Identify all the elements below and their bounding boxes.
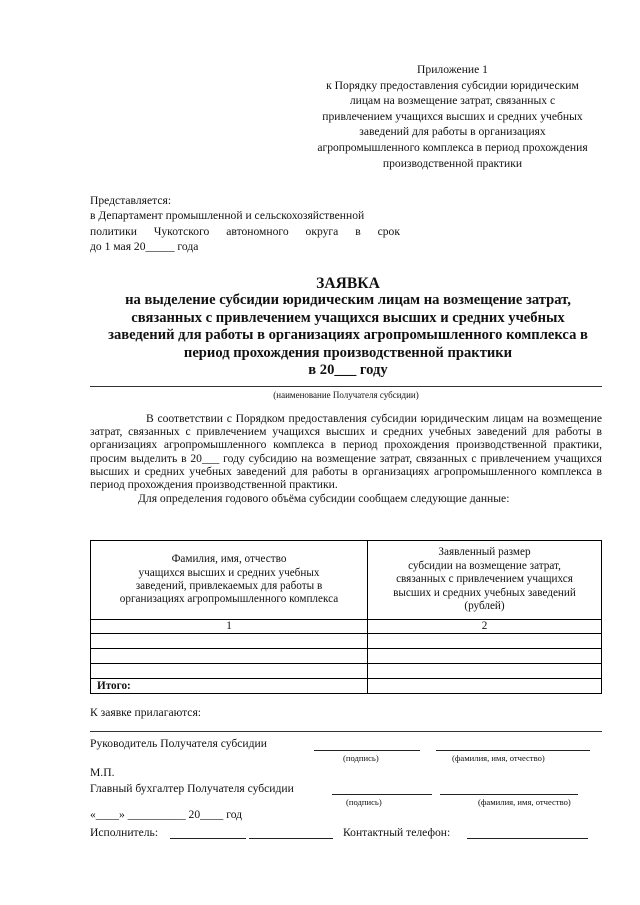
table-row: [91, 649, 602, 664]
appendix-line: лицам на возмещение затрат, связанных с: [349, 94, 556, 108]
head-signature-field[interactable]: [314, 750, 420, 751]
header-line: Фамилия, имя, отчество: [171, 553, 287, 566]
header-line: учащихся высших и средних учебных: [138, 566, 320, 579]
amount-cell[interactable]: [368, 664, 602, 679]
amount-cell[interactable]: [368, 634, 602, 649]
table-row: [91, 634, 602, 649]
head-name-field[interactable]: [436, 750, 590, 751]
student-name-cell[interactable]: [91, 634, 368, 649]
header-line: связанных с привлечением учащихся: [396, 573, 573, 586]
executor-field[interactable]: [170, 838, 246, 839]
header-line: (рублей): [464, 600, 505, 613]
column-number: 1: [91, 620, 368, 634]
appendix-line: к Порядку предоставления субсидии юридическим: [326, 78, 579, 92]
signature-caption: (подпись): [346, 797, 382, 807]
title-line: период прохождения производственной практики: [183, 344, 513, 361]
header-line: субсидии на возмещение затрат,: [408, 559, 561, 572]
executor-field[interactable]: [249, 838, 333, 839]
title-line: на выделение субсидии юридическим лицам на возмещение затрат,: [125, 292, 571, 309]
submission-label: Представляется:: [90, 194, 172, 207]
recipient-name-field[interactable]: [90, 386, 602, 387]
appendix-line: привлечением учащихся высших и средних учебных: [322, 109, 583, 123]
appendix-line: заведений для работы в организациях: [359, 125, 546, 139]
recipient-name-caption: (наименование Получателя субсидии): [273, 390, 419, 400]
submission-line: в Департамент промышленной и сельскохозяйственной: [90, 209, 365, 223]
table-header-amount: [368, 541, 602, 620]
submission-block: [90, 193, 400, 255]
title-line: связанных с привлечением учащихся высших и средних учебных: [131, 309, 565, 326]
phone-label: Контактный телефон:: [343, 826, 451, 839]
executor-label: Исполнитель:: [90, 826, 159, 839]
table-column-numbers-row: [91, 620, 602, 634]
accountant-signature-field[interactable]: [332, 794, 432, 795]
subsidy-table: [90, 540, 602, 694]
appendix-line: Приложение 1: [417, 63, 488, 76]
title-heading: ЗАЯВКА: [316, 275, 380, 292]
submission-deadline: до 1 мая 20_____ года: [90, 240, 199, 254]
total-amount-cell[interactable]: [368, 679, 602, 694]
table-header-students: [91, 541, 368, 620]
header-line: организациях агропромышленного комплекса: [119, 593, 339, 606]
date-line[interactable]: «____» __________ 20____ год: [90, 808, 243, 821]
table-row: [91, 664, 602, 679]
amount-cell[interactable]: [368, 649, 602, 664]
head-label: Руководитель Получателя субсидии: [90, 737, 267, 750]
table-total-row: [91, 679, 602, 694]
column-number: 2: [368, 620, 602, 634]
header-line: заведений, привлекаемых для работы в: [135, 580, 323, 592]
name-caption: (фамилия, имя, отчество): [478, 797, 571, 807]
header-line: высших и средних учебных заведений: [393, 586, 576, 599]
attachments-field[interactable]: [90, 731, 602, 732]
submission-line: политики Чукотского автономного округа в срок: [90, 224, 400, 238]
phone-field[interactable]: [467, 838, 588, 839]
total-label: Итого:: [91, 679, 368, 694]
accountant-label: Главный бухгалтер Получателя субсидии: [90, 782, 294, 795]
title-line: заведений для работы в организациях агропромышленного комплекса в: [108, 327, 588, 344]
application-title: [90, 275, 606, 379]
name-caption: (фамилия, имя, отчество): [452, 753, 545, 763]
request-paragraph: В соответствии с Порядком предоставления субсидии юридическим лицам на возмещение затрат, связанных с привлечением учащихся высших и средних учебных заведений для работы в организациях агропромышленного комплекса в период прохождения производственной практики, просим выделить в 20___ году субсидию на возмещение затрат, связанных с привлечением учащихся высших и средних учебных заведений для работы в организациях агропромышленного комплекса в период прохождения производственной практики.: [90, 412, 602, 492]
appendix-header: [300, 62, 605, 171]
stamp-label: М.П.: [90, 766, 115, 779]
appendix-line: производственной практики: [382, 156, 523, 170]
appendix-line: агропромышленного комплекса в период прохождения: [317, 140, 588, 154]
student-name-cell[interactable]: [91, 664, 368, 679]
application-body: [90, 412, 602, 505]
title-year-line: в 20___ году: [308, 362, 388, 379]
data-intro-note: Для определения годового объёма субсидии сообщаем следующие данные:: [138, 492, 510, 506]
table-header-row: [91, 541, 602, 620]
accountant-name-field[interactable]: [440, 794, 578, 795]
attachments-label: К заявке прилагаются:: [90, 706, 202, 719]
student-name-cell[interactable]: [91, 649, 368, 664]
signature-caption: (подпись): [343, 753, 379, 763]
header-line: Заявленный размер: [438, 546, 531, 559]
